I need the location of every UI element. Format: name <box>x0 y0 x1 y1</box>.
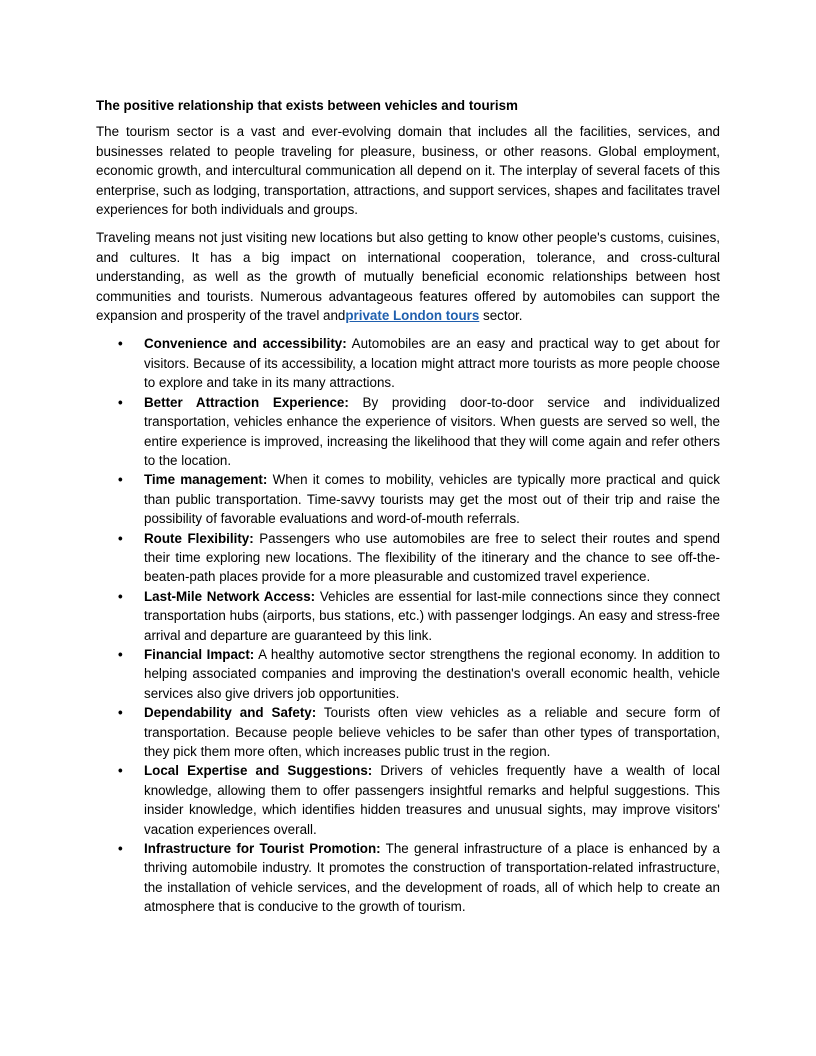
list-item <box>96 703 720 761</box>
list-item-term: Local Expertise and Suggestions: <box>144 763 373 779</box>
list-item <box>96 334 720 392</box>
bullet-icon: • <box>118 646 123 662</box>
paragraph-traveling-text: Traveling means not just visiting new locations but also getting to know other people's customs, cuisines, and cultures. It has a big impact on international cooperation, tolerance, and cross-cultural understanding, as well as the growth of mutually beneficial economic relationships between host communities and tourists. Numerous advantageous features offered by automobiles can support the expansion and prosperity of the travel and <box>96 230 720 324</box>
list-item-text: By providing door-to-door service and individualized transportation, vehicles enhance the experience of visitors. When guests are served so well, the entire experience is improved, increasing the likelihood that they will come again and refer others to the location. <box>144 394 720 468</box>
list-item-term: Time management: <box>144 472 268 488</box>
paragraph-traveling-end: sector. <box>479 308 523 324</box>
bullet-icon: • <box>118 336 123 352</box>
list-item-term: Infrastructure for Tourist Promotion: <box>144 841 381 857</box>
list-item-text: A healthy automotive sector strengthens the regional economy. In addition to helping associated companies and improving the destination's overall economic health, vehicle services also give drivers job opportunities. <box>144 646 720 701</box>
bullet-icon: • <box>118 705 123 721</box>
list-item-text: Tourists often view vehicles as a reliable and secure form of transportation. Because people believe vehicles to be safer than other types of transportation, they pick them more often, which increases public trust in the region. <box>144 705 720 759</box>
list-item <box>96 393 720 471</box>
bullet-icon: • <box>118 472 123 488</box>
paragraph-tourism-sector: The tourism sector is a vast and ever-evolving domain that includes all the facilities, services, and businesses related to people traveling for pleasure, business, or other reasons. Global employment, economic growth, and intercultural communication all depend on it. The interplay of several facets of this enterprise, such as lodging, transportation, attractions, and support services, shapes and facilitates travel experiences for both individuals and groups. <box>96 124 720 218</box>
private-london-tours-link[interactable]: private London tours <box>345 308 480 324</box>
bullet-icon: • <box>118 841 123 857</box>
list-item-text: Automobiles are an easy and practical way to get about for visitors. Because of its accessibility, a location might attract more tourists as more people choose to explore and take in its many attractions. <box>144 336 721 391</box>
list-item <box>96 645 720 703</box>
bullet-icon: • <box>118 763 123 779</box>
list-item <box>96 839 720 917</box>
list-item <box>96 529 720 587</box>
list-item-term: Convenience and accessibility: <box>144 336 347 352</box>
list-item-text: Drivers of vehicles frequently have a wealth of local knowledge, allowing them to offer passengers insightful remarks and helpful suggestions. This insider knowledge, which identifies hidden treasures and unusual sights, may improve visitors' vacation experiences overall. <box>144 763 720 837</box>
list-item-term: Route Flexibility: <box>144 530 254 546</box>
benefits-list <box>96 334 720 916</box>
list-item-term: Dependability and Safety: <box>144 705 317 721</box>
list-item-term: Last-Mile Network Access: <box>144 588 316 604</box>
paragraph-traveling <box>96 228 720 325</box>
list-item-text: Passengers who use automobiles are free to select their routes and spend their time exploring new locations. The flexibility of the itinerary and the chance to see off-the-beaten-path places provide for a more pleasurable and customized travel experience. <box>144 530 720 585</box>
document-title: The positive relationship that exists between vehicles and tourism <box>96 98 518 113</box>
bullet-icon: • <box>118 530 123 546</box>
list-item-term: Financial Impact: <box>144 646 255 662</box>
list-item <box>96 587 720 645</box>
document-page <box>96 96 720 917</box>
list-item-term: Better Attraction Experience: <box>144 394 349 410</box>
list-item-text: Vehicles are essential for last-mile connections since they connect transportation hubs (airports, bus stations, etc.) with passenger lodgings. An easy and stress-free arrival and departure are guaranteed by this link. <box>144 588 720 643</box>
list-item-text: When it comes to mobility, vehicles are typically more practical and quick than public transportation. Time-savvy tourists may get the most out of their trip and raise the possibility of favorable evaluations and word-of-mouth referrals. <box>144 472 721 527</box>
bullet-icon: • <box>118 588 123 604</box>
list-item <box>96 470 720 528</box>
list-item-text: The general infrastructure of a place is enhanced by a thriving automobile industry. It promotes the construction of transportation-related infrastructure, the installation of vehicle services, and the development of roads, all of which help to create an atmosphere that is conducive to the growth of tourism. <box>144 841 720 915</box>
bullet-icon: • <box>118 394 123 410</box>
list-item <box>96 761 720 839</box>
